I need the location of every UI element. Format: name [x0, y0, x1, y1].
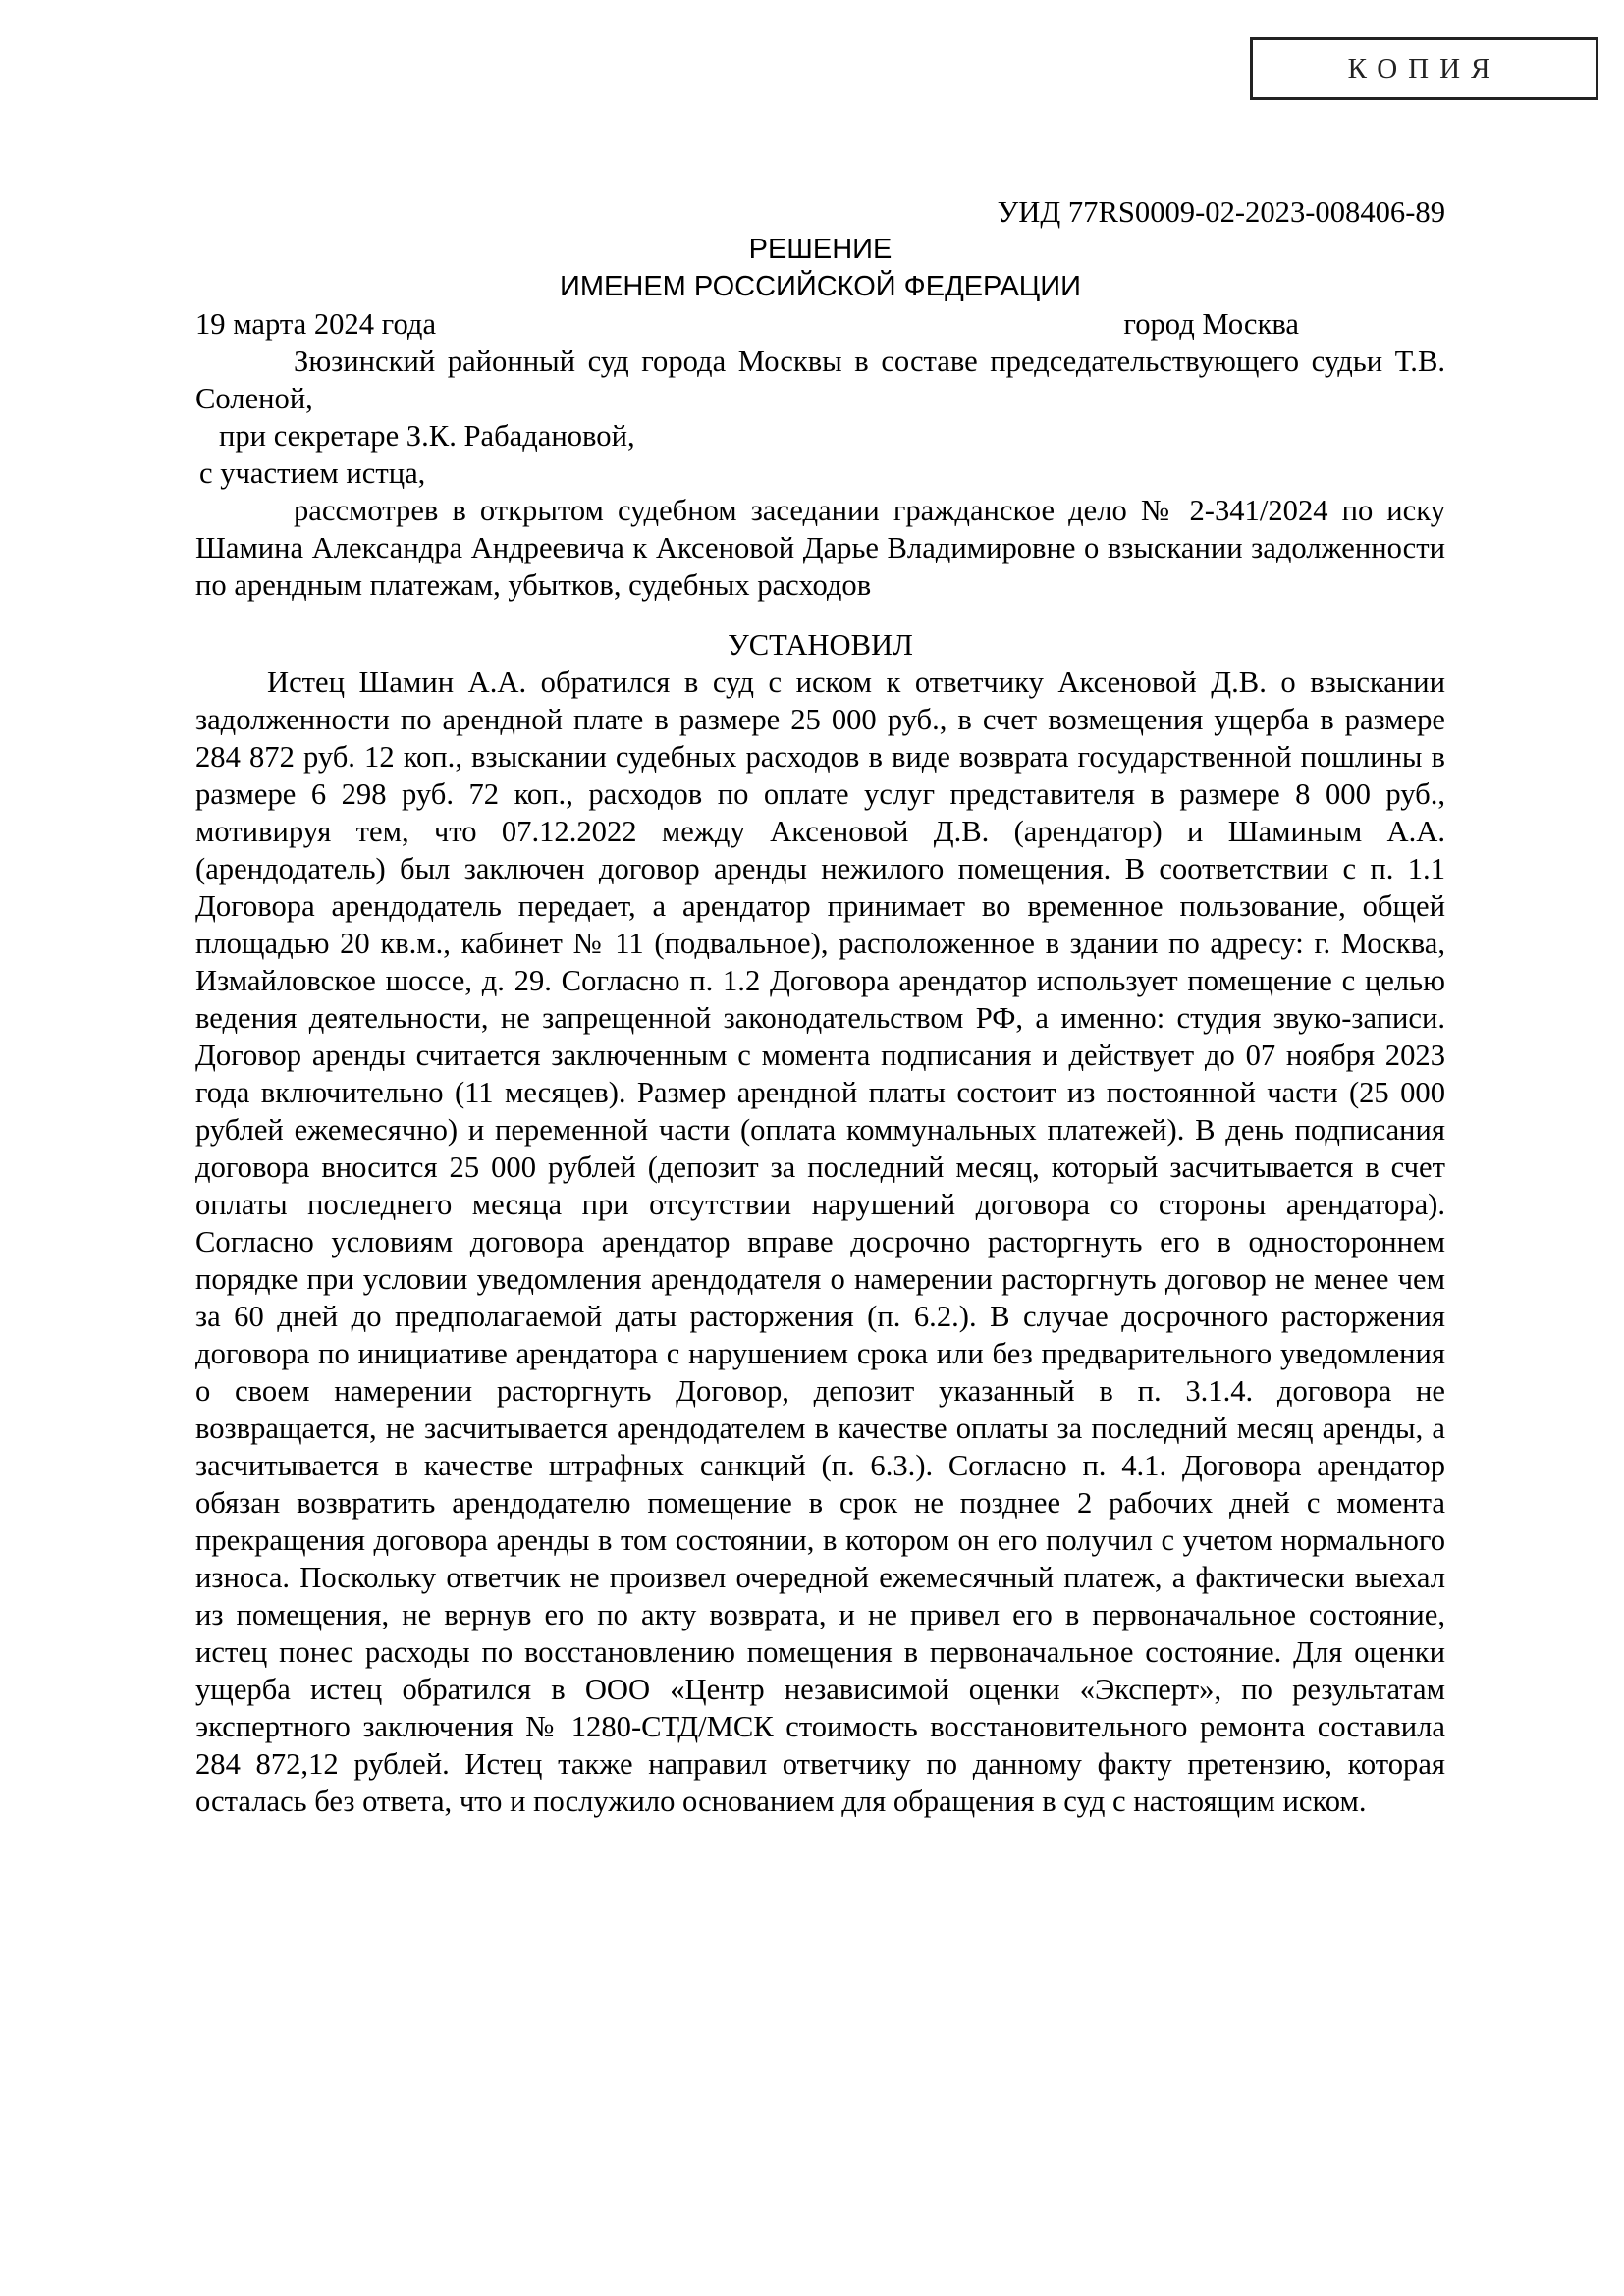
decision-date: 19 марта 2024 года	[195, 307, 437, 341]
decision-city: город Москва	[1123, 307, 1299, 341]
participation-line: с участием истца,	[199, 456, 426, 490]
case-uid: УИД 77RS0009-02-2023-008406-89	[997, 195, 1445, 229]
secretary-line: при секретаре З.К. Рабадановой,	[219, 419, 635, 453]
case-description: рассмотрев в открытом судебном заседании гражданское дело № 2-341/2024 по иску Шамина Александра Андреевича к Аксеновой Дарье Владимировне о взыскании задолженности по арендным платежам, убытков, судебных расходов	[195, 494, 1445, 602]
established-paragraph: Истец Шамин А.А. обратился в суд с иском к ответчику Аксеновой Д.В. о взыскании задолженности по арендной плате в размере 25 000 руб., в счет возмещения ущерба в размере 284 872 руб. 12 коп., взыскании судебных расходов в виде возврата государственной пошлины в размере 6 298 руб. 72 коп., расходов по оплате услуг представителя в размере 8 000 руб., мотивируя тем, что 07.12.2022 между Аксеновой Д.В. (арендатор) и Шаминым А.А. (арендодатель) был заключен договор аренды нежилого помещения. В соответствии с п. 1.1 Договора арендодатель передает, а арендатор принимает во временное пользование, общей площадью 20 кв.м., кабинет № 11 (подвальное), расположенное в здании по адресу: г. Москва, Измайловское шоссе, д. 29. Согласно п. 1.2 Договора арендатор использует помещение с целью ведения деятельности, не запрещенной законодательством РФ, а именно: студия звуко-записи. Договор аренды считается заключенным с момента подписания и действует до 07 ноября 2023 года включительно (11 месяцев). Размер арендной платы состоит из постоянной части (25 000 рублей ежемесячно) и переменной части (оплата коммунальных платежей). В день подписания договора вносится 25 000 рублей (депозит за последний месяц, который засчитывается в счет оплаты последнего месяца при отсутствии нарушений договора со стороны арендатора). Согласно условиям договора арендатор вправе досрочно расторгнуть его в одностороннем порядке при условии уведомления арендодателя о намерении расторгнуть договор не менее чем за 60 дней до предполагаемой даты расторжения (п. 6.2.). В случае досрочного расторжения договора по инициативе арендатора с нарушением срока или без предварительного уведомления о своем намерении расторгнуть Договор, депозит указанный в п. 3.1.4. договора не возвращается, не засчитывается арендодателем в качестве оплаты за последний месяц аренды, а засчитывается в качестве штрафных санкций (п. 6.3.). Согласно п. 4.1. Договора арендатор обязан возвратить арендодателю помещение в срок не позднее 2 рабочих дней с момента прекращения договора аренды в том состоянии, в котором он его получил с учетом нормального износа. Поскольку ответчик не произвел очередной ежемесячный платеж, а фактически выехал из помещения, не вернув его по акту возврата, и не привел его в первоначальное состояние, истец понес расходы по восстановлению помещения в первоначальное состояние. Для оценки ущерба истец обратился в ООО «Центр независимой оценки «Эксперт», по результатам экспертного заключения № 1280-СТД/МСК стоимость восстановительного ремонта составила 284 872,12 рублей. Истец также направил ответчику по данному факту претензию, которая осталась без ответа, что и послужило основанием для обращения в суд с настоящим иском.	[195, 666, 1445, 1818]
federation-title: ИМЕНЕМ РОССИЙСКОЙ ФЕДЕРАЦИИ	[560, 271, 1081, 302]
decision-title: РЕШЕНИЕ	[748, 234, 893, 265]
court-decision-document	[195, 193, 1445, 1820]
copy-stamp-label: КОПИЯ	[1347, 52, 1501, 84]
established-heading: УСТАНОВИЛ	[728, 628, 913, 662]
copy-stamp	[1250, 37, 1598, 100]
court-composition: Зюзинский районный суд города Москвы в составе председательствующего судьи Т.В. Соленой,	[195, 345, 1445, 415]
date-city-row	[195, 305, 1445, 343]
